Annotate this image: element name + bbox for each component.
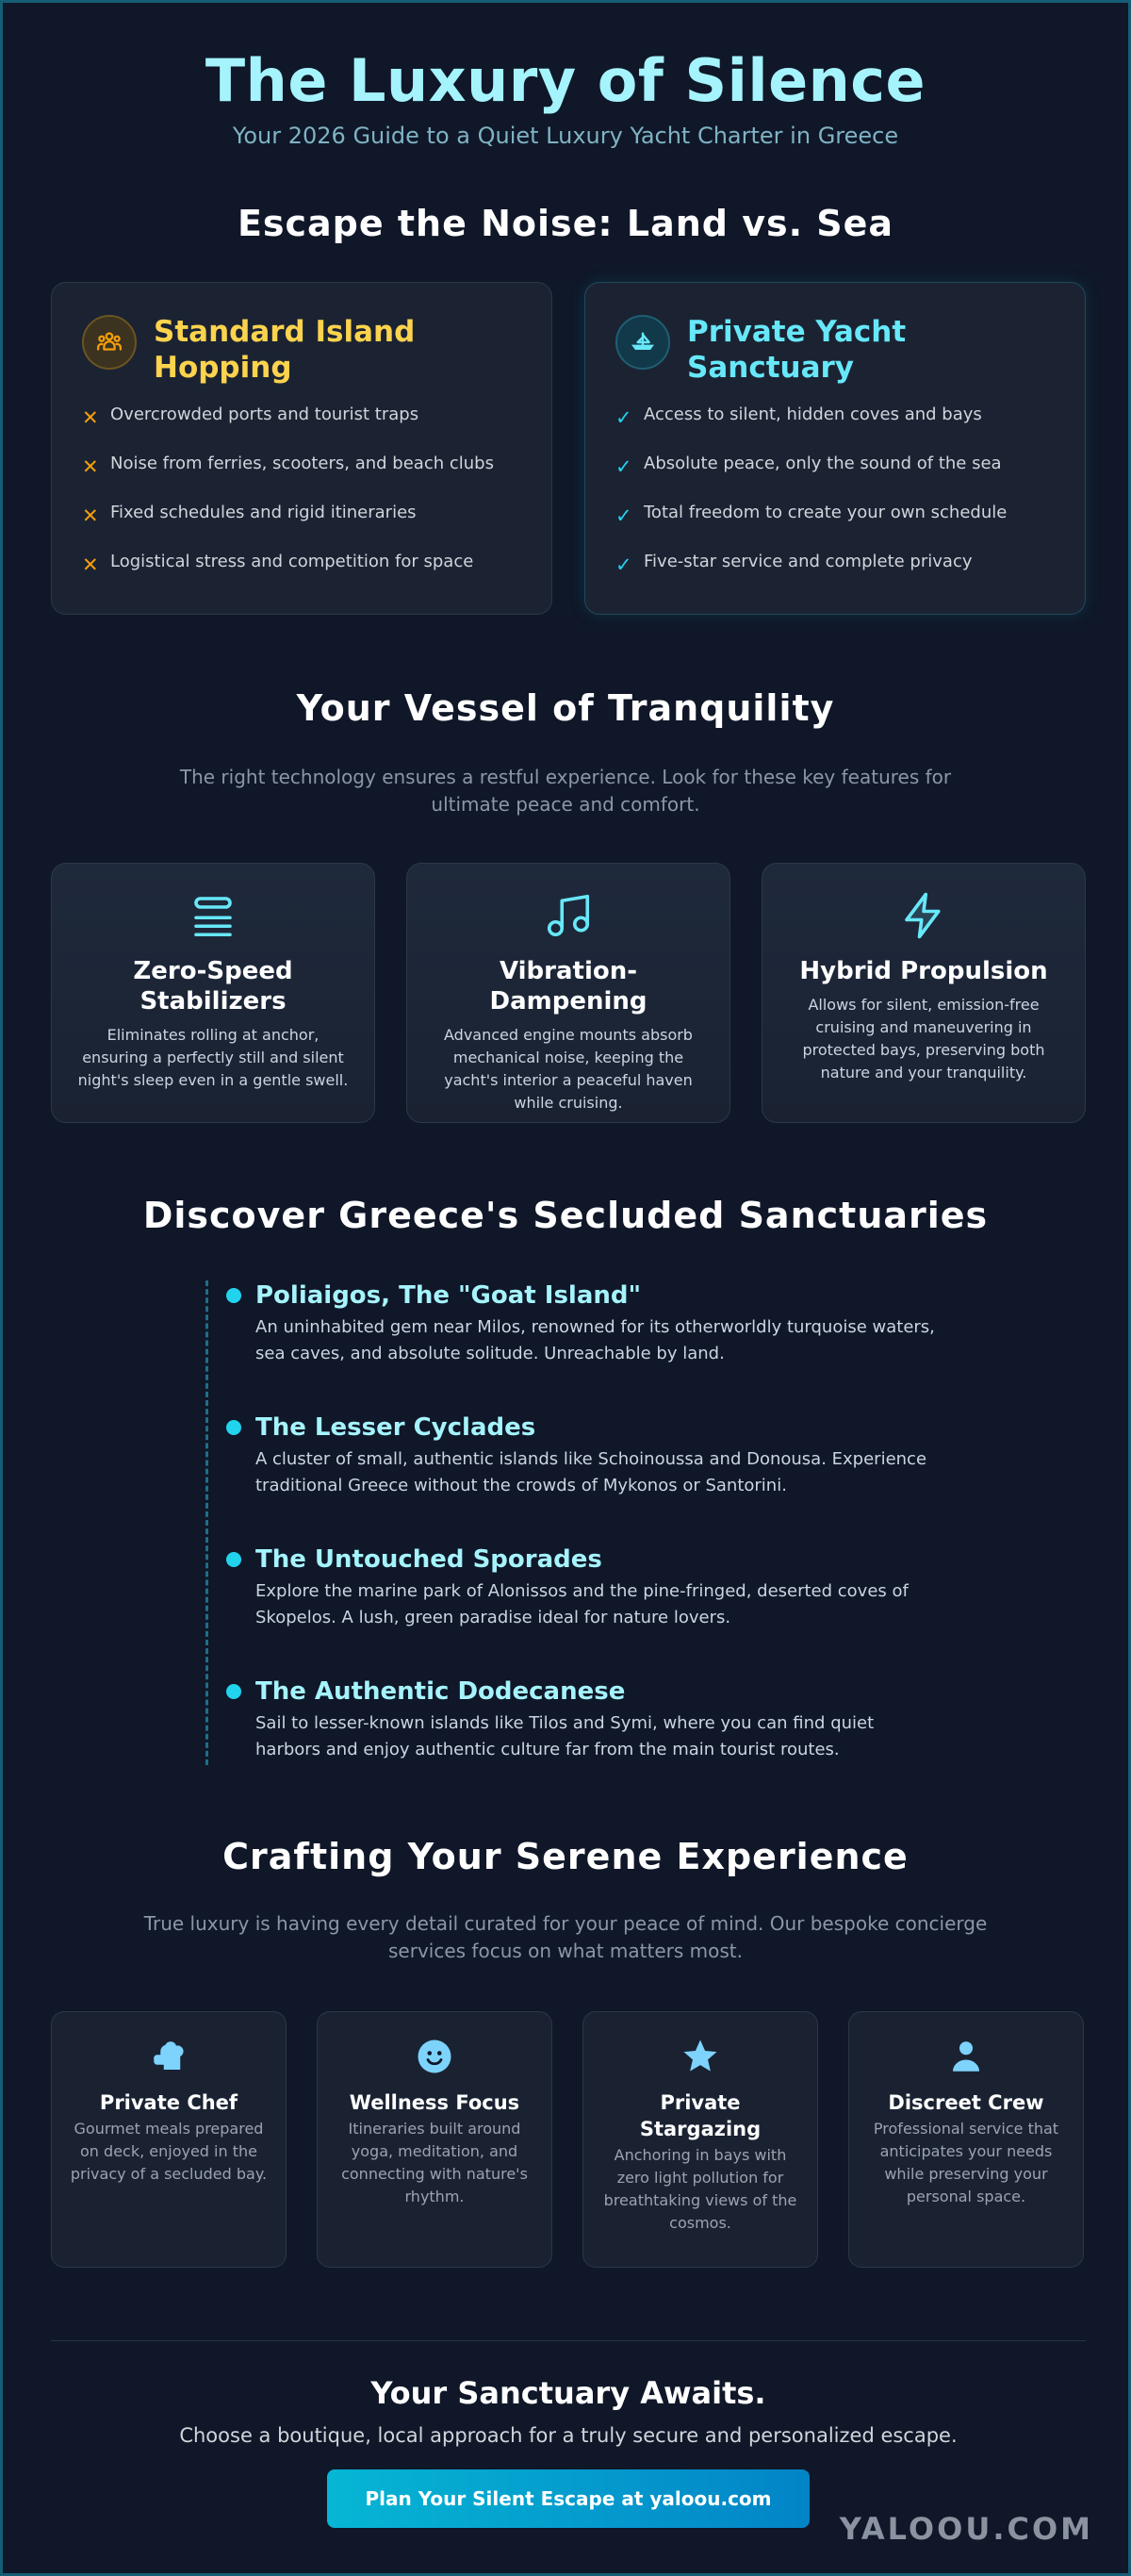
- card-title-line: Hopping: [154, 351, 292, 385]
- card-title-line: Standard Island: [154, 315, 416, 349]
- sanctuary-item: [226, 1280, 942, 1367]
- service-title: [335, 2089, 534, 2116]
- feature-card: [406, 863, 730, 1123]
- list-item: [615, 503, 1055, 552]
- feature-title: [428, 956, 709, 1016]
- sanctuary-title: The Authentic Dodecanese: [255, 1677, 626, 1706]
- sanctuary-description: A cluster of small, authentic islands like Schoinoussa and Donousa. Experience traditional Greece without the crowds of Mykonos or Santorini.: [255, 1449, 927, 1495]
- vessel-section-description: The right technology ensures a restful experience. Look for these key features for ultimate peace and comfort.: [179, 766, 952, 816]
- service-title: [69, 2089, 269, 2116]
- check-icon: ✓: [615, 504, 632, 527]
- vessel-section-title: Your Vessel of Tranquility: [296, 687, 835, 729]
- list-item: [615, 454, 1055, 503]
- experience-section-description: True luxury is having every detail curated for your peace of mind. Our bespoke concierge services focus on what matters most.: [143, 1912, 988, 1962]
- card-title: [687, 314, 906, 386]
- timeline-line: [205, 1280, 208, 1765]
- sanctuary-description: An uninhabited gem near Milos, renowned for its otherworldly turquoise waters, sea caves, and absolute solitude. Unreachable by land.: [255, 1317, 935, 1363]
- list-item-text: Overcrowded ports and tourist traps: [110, 405, 419, 424]
- service-description: Anchoring in bays with zero light pollution for breathtaking views of the cosmos.: [603, 2146, 797, 2232]
- section-divider: [51, 2340, 1086, 2341]
- page-subtitle: Your 2026 Guide to a Quiet Luxury Yacht Charter in Greece: [232, 123, 899, 149]
- cross-icon: ✕: [82, 455, 99, 478]
- private-yacht-sanctuary-card: [584, 282, 1086, 615]
- compare-section-title: Escape the Noise: Land vs. Sea: [237, 203, 894, 244]
- page-title: The Luxury of Silence: [205, 46, 926, 115]
- plan-escape-button[interactable]: Plan Your Silent Escape at yaloou.com: [327, 2469, 810, 2528]
- brand-watermark: YALOOU.COM: [839, 2511, 1093, 2547]
- sanctuary-title: Poliaigos, The "Goat Island": [255, 1281, 642, 1310]
- lightning-bolt-icon: [898, 890, 949, 941]
- benefit-list: [615, 405, 1055, 601]
- feature-title-line: Vibration-Dampening: [489, 957, 647, 1016]
- sanctuary-item: [226, 1412, 942, 1499]
- experience-section-title: Crafting Your Serene Experience: [222, 1836, 909, 1877]
- vessel-features: [51, 863, 1086, 1123]
- feature-title-line: Zero-Speed: [133, 957, 293, 985]
- feature-title: [73, 956, 353, 1016]
- service-card: [317, 2011, 552, 2268]
- feature-card: [762, 863, 1086, 1123]
- service-title-line: Private Chef: [99, 2091, 238, 2114]
- list-item: [82, 405, 521, 454]
- feature-description: Eliminates rolling at anchor, ensuring a perfectly still and silent night's sleep even in a gentle swell.: [77, 1026, 349, 1089]
- timeline-dot: [226, 1420, 241, 1435]
- call-to-action: [3, 2375, 1131, 2510]
- list-item-text: Noise from ferries, scooters, and beach clubs: [110, 454, 494, 473]
- list-item: [82, 552, 521, 601]
- feature-title: [783, 956, 1064, 986]
- list-item-text: Fixed schedules and rigid itineraries: [110, 503, 417, 522]
- cross-icon: ✕: [82, 553, 99, 576]
- service-description: Itineraries built around yoga, meditation, and connecting with nature's rhythm.: [341, 2120, 528, 2205]
- smile-face-icon: [415, 2037, 454, 2076]
- check-icon: ✓: [615, 455, 632, 478]
- list-item: [615, 405, 1055, 454]
- card-header: [615, 315, 1055, 386]
- compare-section: [51, 282, 1086, 615]
- list-item-text: Absolute peace, only the sound of the sea: [644, 454, 1002, 473]
- card-title-line: Sanctuary: [687, 351, 854, 385]
- feature-description: Advanced engine mounts absorb mechanical noise, keeping the yacht's interior a peaceful haven while cruising.: [444, 1026, 693, 1112]
- feature-title-line: Stabilizers: [139, 987, 287, 1016]
- drawback-list: [82, 405, 521, 601]
- yacht-icon: [615, 315, 670, 370]
- feature-description: Allows for silent, emission-free cruising and maneuvering in protected bays, preserving both nature and your tranquility.: [802, 996, 1045, 1082]
- stabilizer-lines-icon: [188, 890, 238, 941]
- star-icon: [680, 2037, 720, 2076]
- sanctuary-item: [226, 1544, 942, 1631]
- card-title: [154, 314, 415, 386]
- service-title-line: Discreet Crew: [888, 2091, 1044, 2114]
- standard-island-hopping-card: [51, 282, 552, 615]
- sanctuary-title: The Untouched Sporades: [255, 1545, 602, 1574]
- list-item-text: Five-star service and complete privacy: [644, 552, 973, 571]
- music-note-icon: [543, 890, 594, 941]
- person-icon: [946, 2037, 986, 2076]
- list-item: [615, 552, 1055, 601]
- timeline-dot: [226, 1288, 241, 1303]
- service-card: [848, 2011, 1084, 2268]
- list-item: [82, 454, 521, 503]
- service-description: Professional service that anticipates your needs while preserving your personal space.: [873, 2120, 1059, 2205]
- service-card: [582, 2011, 818, 2268]
- cross-icon: ✕: [82, 504, 99, 527]
- check-icon: ✓: [615, 406, 632, 429]
- chef-hat-icon: [149, 2037, 188, 2076]
- service-title-line: Wellness Focus: [349, 2091, 520, 2114]
- sanctuaries-timeline: [205, 1280, 941, 1765]
- timeline-dot: [226, 1684, 241, 1699]
- service-title-line: Private: [660, 2091, 741, 2114]
- page-header: [3, 3, 1128, 149]
- card-title-line: Private Yacht: [687, 315, 907, 349]
- list-item: [82, 503, 521, 552]
- sanctuary-description: Sail to lesser-known islands like Tilos and Symi, where you can find quiet harbors and enjoy authentic culture far from the main tourist routes.: [255, 1713, 875, 1759]
- timeline-dot: [226, 1552, 241, 1567]
- cross-icon: ✕: [82, 406, 99, 429]
- group-people-icon: [82, 315, 137, 370]
- service-title-line: Stargazing: [639, 2118, 762, 2140]
- card-header: [82, 315, 521, 386]
- cta-text: Choose a boutique, local approach for a truly secure and personalized escape.: [179, 2424, 958, 2447]
- sanctuary-title: The Lesser Cyclades: [255, 1413, 536, 1442]
- service-description: Gourmet meals prepared on deck, enjoyed in the privacy of a secluded bay.: [70, 2120, 268, 2183]
- service-title: [866, 2089, 1066, 2116]
- cta-title: Your Sanctuary Awaits.: [370, 2375, 766, 2411]
- sanctuary-item: [226, 1676, 942, 1763]
- feature-title-line: Hybrid Propulsion: [799, 957, 1048, 985]
- service-title: [600, 2089, 800, 2142]
- check-icon: ✓: [615, 553, 632, 576]
- list-item-text: Logistical stress and competition for space: [110, 552, 474, 571]
- sanctuaries-section-title: Discover Greece's Secluded Sanctuaries: [142, 1195, 989, 1236]
- list-item-text: Total freedom to create your own schedule: [644, 503, 1008, 522]
- service-card: [51, 2011, 287, 2268]
- feature-card: [51, 863, 375, 1123]
- list-item-text: Access to silent, hidden coves and bays: [644, 405, 982, 424]
- concierge-services: [51, 2011, 1086, 2268]
- sanctuary-description: Explore the marine park of Alonissos and the pine-fringed, deserted coves of Skopelos. A lush, green paradise ideal for nature lovers.: [255, 1581, 909, 1627]
